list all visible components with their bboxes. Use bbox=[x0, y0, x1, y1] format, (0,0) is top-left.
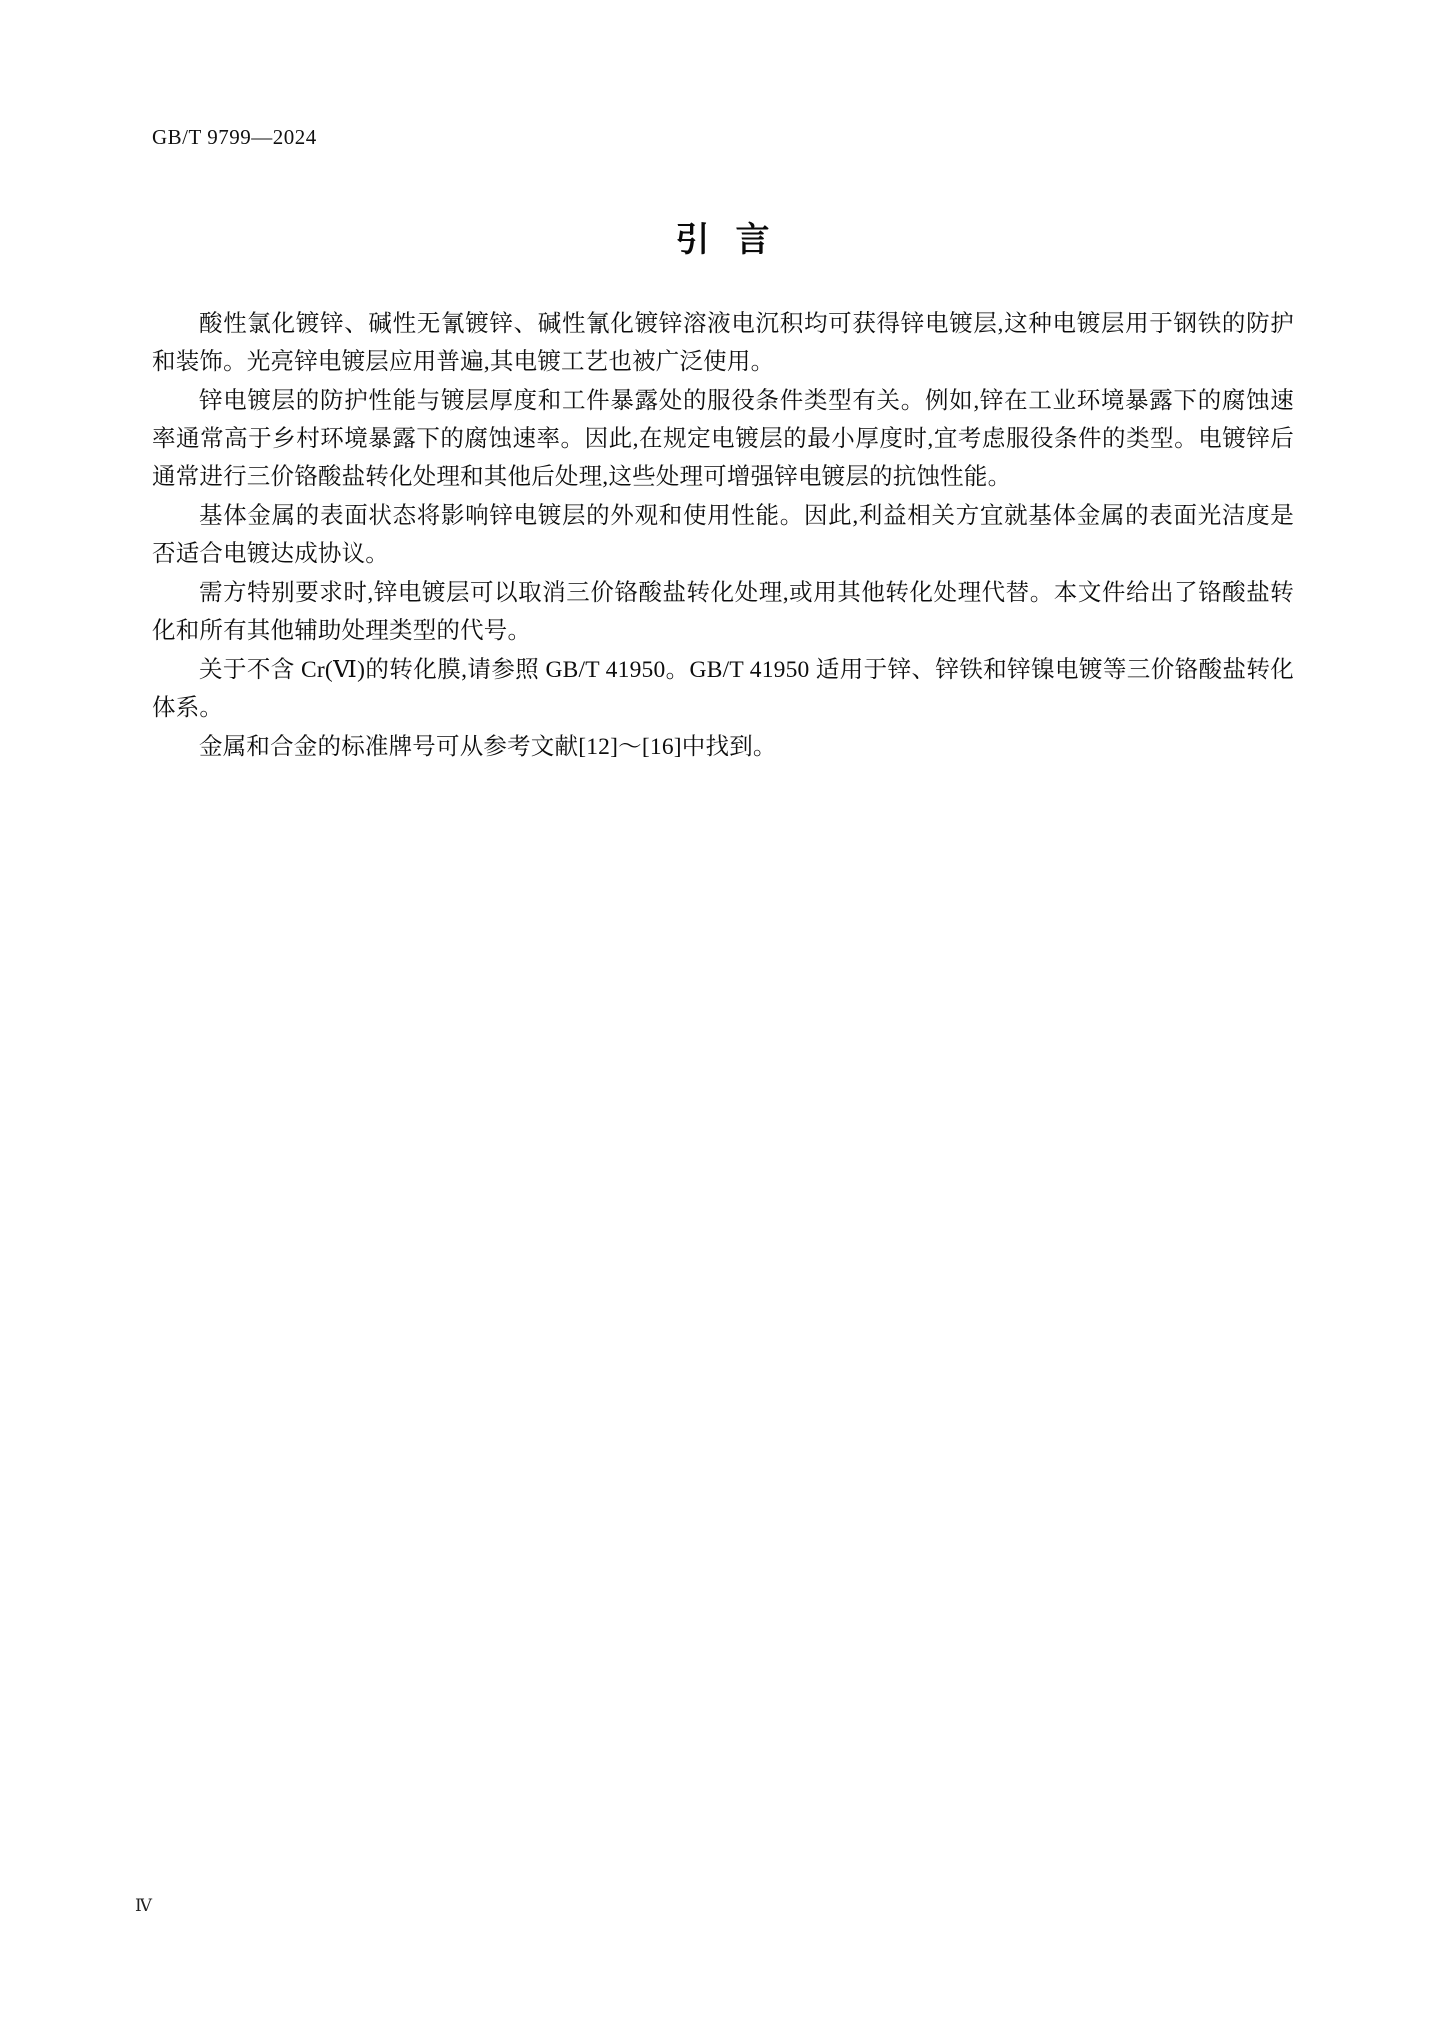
paragraph: 锌电镀层的防护性能与镀层厚度和工件暴露处的服役条件类型有关。例如,锌在工业环境暴露下的腐蚀速率通常高于乡村环境暴露下的腐蚀速率。因此,在规定电镀层的最小厚度时,宜考虑服役条件的类型。电镀锌后通常进行三价铬酸盐转化处理和其他后处理,这些处理可增强锌电镀层的抗蚀性能。 bbox=[152, 388, 1294, 490]
page-title: 引言 bbox=[675, 220, 796, 260]
paragraph: 基体金属的表面状态将影响锌电镀层的外观和使用性能。因此,利益相关方宜就基体金属的表面光洁度是否适合电镀达成协议。 bbox=[152, 503, 1294, 567]
page-header-standard-code: GB/T 9799—2024 bbox=[152, 125, 317, 149]
paragraph: 需方特别要求时,锌电镀层可以取消三价铬酸盐转化处理,或用其他转化处理代替。本文件给出了铬酸盐转化和所有其他辅助处理类型的代号。 bbox=[152, 580, 1294, 644]
paragraph: 金属和合金的标准牌号可从参考文献[12]～[16]中找到。 bbox=[199, 734, 777, 760]
body-text-block bbox=[152, 305, 1294, 767]
paragraph: 关于不含 Cr(Ⅵ)的转化膜,请参照 GB/T 41950。GB/T 41950 适用于锌、锌铁和锌镍电镀等三价铬酸盐转化体系。 bbox=[152, 657, 1294, 721]
page-number: Ⅳ bbox=[135, 1896, 152, 1915]
paragraph: 酸性氯化镀锌、碱性无氰镀锌、碱性氰化镀锌溶液电沉积均可获得锌电镀层,这种电镀层用于钢铁的防护和装饰。光亮锌电镀层应用普遍,其电镀工艺也被广泛使用。 bbox=[152, 311, 1294, 375]
